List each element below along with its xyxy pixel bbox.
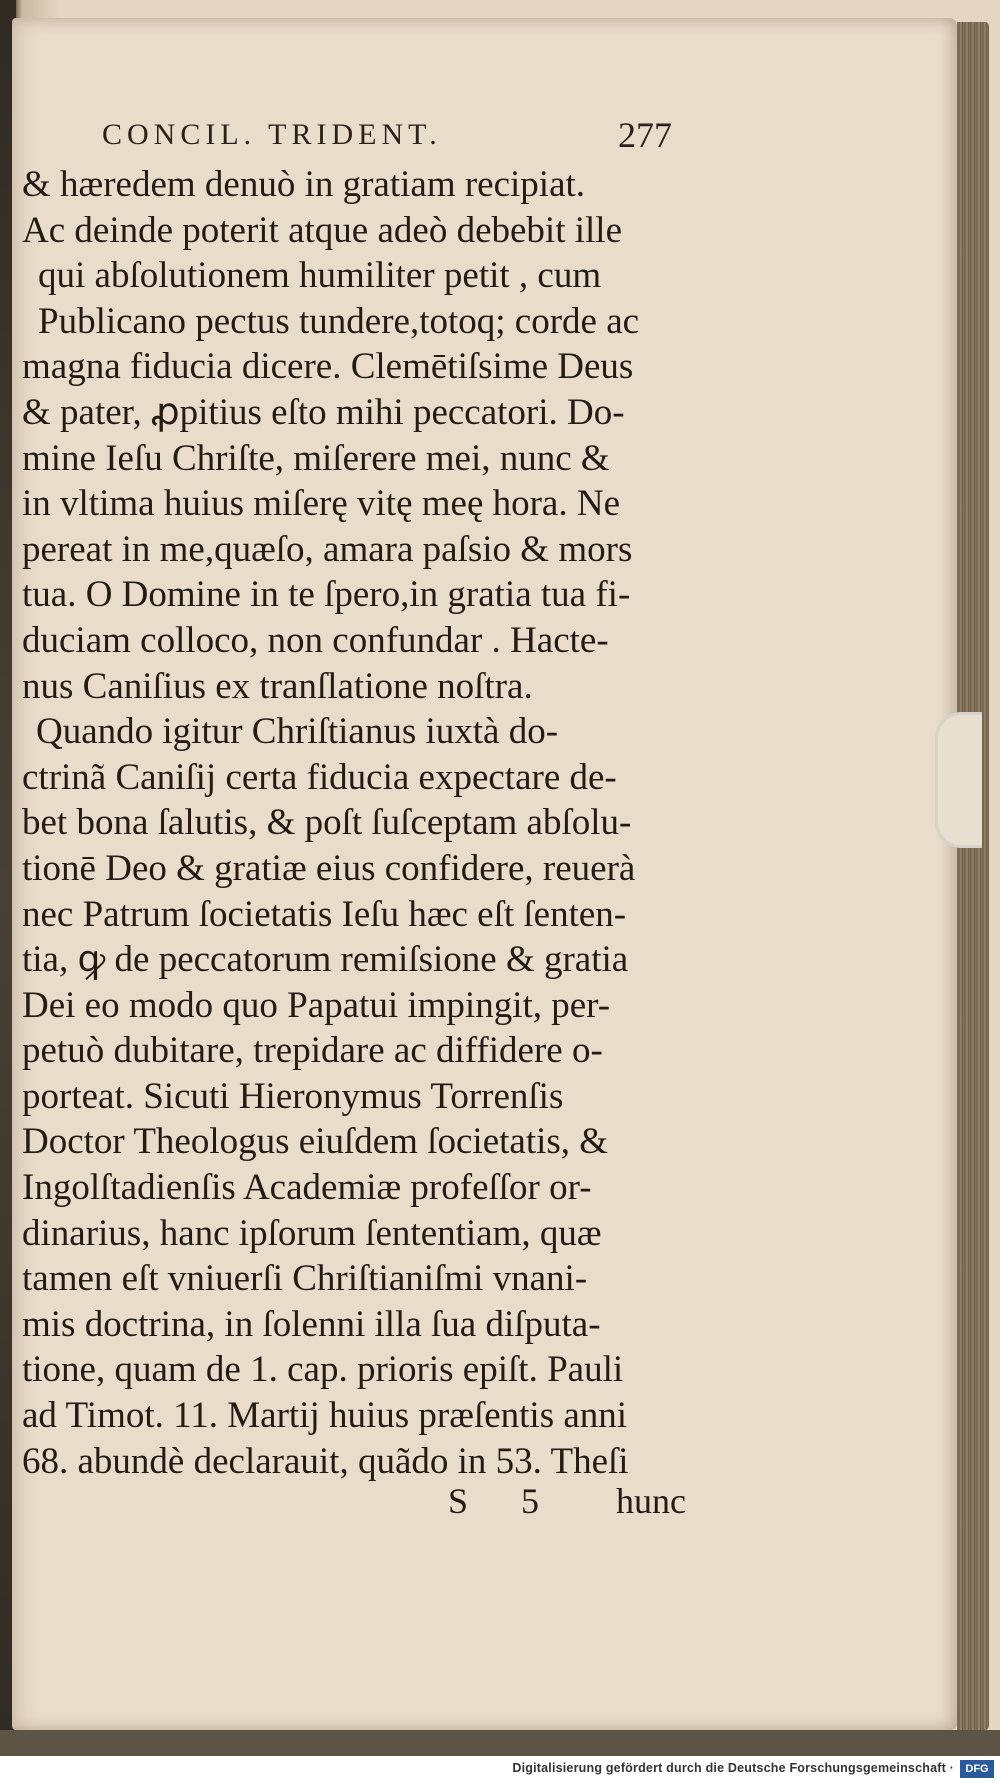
body-text [22, 162, 722, 1484]
signature-mark: S 5 [448, 1481, 562, 1521]
text-line: porteat. Sicuti Hieronymus Torrenſis [22, 1075, 564, 1117]
text-line: Ac deinde poterit atque adeò debebit ille [22, 209, 622, 251]
text-line: ctrinã Caniſij certa fiducia expectare de- [22, 756, 617, 798]
text-line: duciam colloco, non confundar . Hacte- [22, 619, 609, 661]
dfg-logo-icon: DFG [960, 1760, 994, 1778]
credit-text: Digitalisierung gefördert durch die Deutsche Forschungsgemeinschaft · [512, 1761, 954, 1775]
page-header [0, 115, 1000, 158]
book-cover-bottom [0, 1730, 1000, 1756]
text-line: ad Timot. 11. Martij huius præſentis anni [22, 1395, 628, 1437]
text-line: tione, quam de 1. cap. prioris epiſt. Pauli [22, 1349, 624, 1391]
text-line: tua. O Domine in te ſpero,in gratia tua fi- [22, 574, 631, 616]
text-line: pereat in me,quæſo, amara paſsio & mors [22, 528, 633, 570]
text-line: nec Patrum ſocietatis Ieſu hæc eſt ſenten- [22, 893, 627, 935]
page-edges [957, 22, 989, 1730]
page-number: 277 [618, 115, 672, 155]
text-line: petuò dubitare, trepidare ac diffidere o- [22, 1030, 603, 1072]
page-tab-marker [935, 712, 982, 848]
text-line: mis doctrina, in ſolenni illa ſua diſputa- [22, 1303, 601, 1345]
text-line: in vltima huius miſerę vitę meę hora. Ne [22, 483, 620, 525]
text-line: tamen eſt vniuerſi Chriſtianiſmi vnani- [22, 1258, 588, 1300]
text-line: Dei eo modo quo Papatui impingit, per- [22, 984, 611, 1026]
text-line: magna fiducia dicere. Clemētiſsime Deus [22, 346, 634, 388]
text-line: qui abſolutionem humiliter petit , cum [38, 255, 602, 297]
text-line: bet bona ſalutis, & poſt ſuſceptam abſolu- [22, 802, 632, 844]
text-line: dinarius, hanc ipſorum ſententiam, quæ [22, 1212, 602, 1254]
text-line: mine Ieſu Chriſte, miſerere mei, nunc & [22, 437, 610, 479]
text-line: Doctor Theologus eiuſdem ſocietatis, & [22, 1121, 609, 1163]
text-line: Publicano pectus tundere,totoq; corde ac [38, 300, 640, 342]
text-line: 68. abundè declarauit, quãdo in 53. Theſi [22, 1440, 629, 1482]
text-line: & hæredem denuò in gratiam recipiat. [22, 164, 586, 205]
page-footer [0, 1480, 1000, 1530]
text-line: tia, ꝙ de peccatorum remiſsione & gratia [22, 939, 629, 981]
text-line: tionē Deo & gratiæ eius confidere, reuerà [22, 847, 636, 889]
text-line: nus Caniſius ex tranſlatione noſtra. [22, 665, 533, 707]
digitization-credit-bar [0, 1756, 1000, 1783]
running-title: CONCIL. TRIDENT. [102, 118, 442, 151]
catchword: hunc [616, 1481, 686, 1521]
text-line: Quando igitur Chriſtianus iuxtà do- [36, 711, 559, 753]
text-line: Ingolſtadienſis Academiæ profeſſor or- [22, 1167, 592, 1209]
text-line: & pater, ꝓpitius eſto mihi peccatori. Do- [22, 391, 625, 433]
